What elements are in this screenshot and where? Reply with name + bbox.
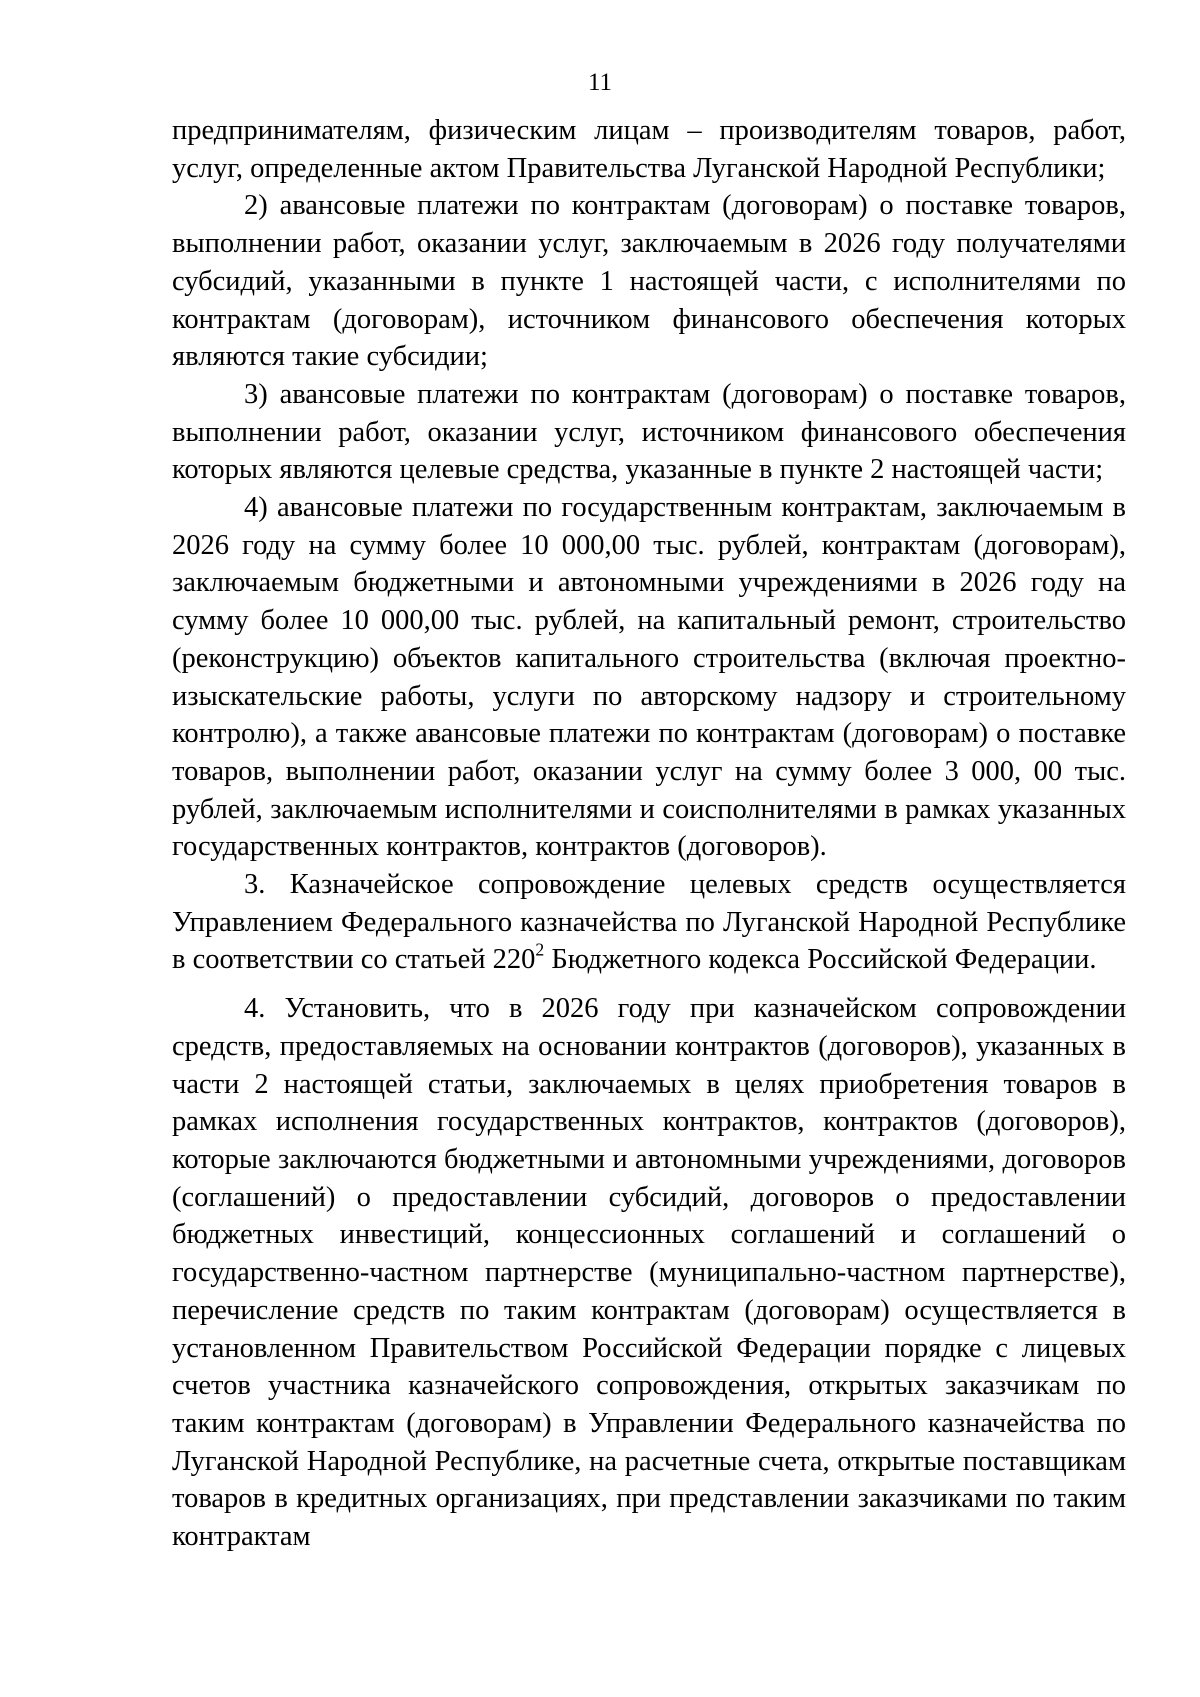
page-number: 11 (587, 69, 613, 96)
paragraph-item-3: 3) авансовые платежи по контрактам (договорам) о поставке товаров, выполнении работ, оказании услуг, источником финансового обеспечения которых являются целевые средства, указанные в пункте 2 настоящей части; (172, 378, 1126, 486)
document-body (172, 112, 1126, 1556)
paragraph-continuation: предпринимателям, физическим лицам – производителям товаров, работ, услуг, определенные актом Правительства Луганской Народной Республики; (172, 115, 1126, 184)
paragraph-part-4: 4. Установить, что в 2026 году при казначейском сопровождении средств, предоставляемых на основании контрактов (договоров), указанных в части 2 настоящей статьи, заключаемых в целях приобретения товаров в рамках исполнения государственных контрактов, контрактов (договоров), которые заключаются бюджетными и автономными учреждениями, договоров (соглашений) о предоставлении субсидий, договоров о предоставлении бюджетных инвестиций, концессионных соглашений и соглашений о государственно-частном партнерстве (муниципально-частном партнерстве), перечисление средств по таким контрактам (договорам) осуществляется в установленном Правительством Российской Федерации порядке с лицевых счетов участника казначейского сопровождения, открытых заказчикам по таким контрактам (договорам) в Управлении Федерального казначейства по Луганской Народной Республике, на расчетные счета, открытые поставщикам товаров в кредитных организациях, при представлении заказчиками по таким контрактам (172, 993, 1126, 1553)
paragraph-item-4: 4) авансовые платежи по государственным контрактам, заключаемым в 2026 году на сумму более 10 000,00 тыс. рублей, контрактам (договорам), заключаемым бюджетными и автономными учреждениями в 2026 году на сумму более 10 000,00 тыс. рублей, на капитальный ремонт, строительство (реконструкцию) объектов капитального строительства (включая проектно-изыскательские работы, услуги по авторскому надзору и строительному контролю), а также авансовые платежи по контрактам (договорам) о поставке товаров, выполнении работ, оказании услуг на сумму более 3 000, 00 тыс. рублей, заключаемым исполнителями и соисполнителями в рамках указанных государственных контрактов, контрактов (договоров). (172, 492, 1126, 863)
paragraph-part-3 (172, 866, 1126, 979)
paragraph-item-2: 2) авансовые платежи по контрактам (договорам) о поставке товаров, выполнении работ, оказании услуг, заключаемым в 2026 году получателями субсидий, указанными в пункте 1 настоящей части, с исполнителями по контрактам (договорам), источником финансового обеспечения которых являются такие субсидии; (172, 190, 1126, 373)
paragraph-part-3-text: 3. Казначейское сопровождение целевых средств осуществляется Управлением Федерального казначейства по Луганской Народной Республике в соответствии со статьей 220 (172, 869, 1126, 976)
paragraph-part-3-tail: Бюджетного кодекса Российской Федерации. (544, 944, 1097, 976)
article-superscript: 2 (535, 940, 545, 961)
